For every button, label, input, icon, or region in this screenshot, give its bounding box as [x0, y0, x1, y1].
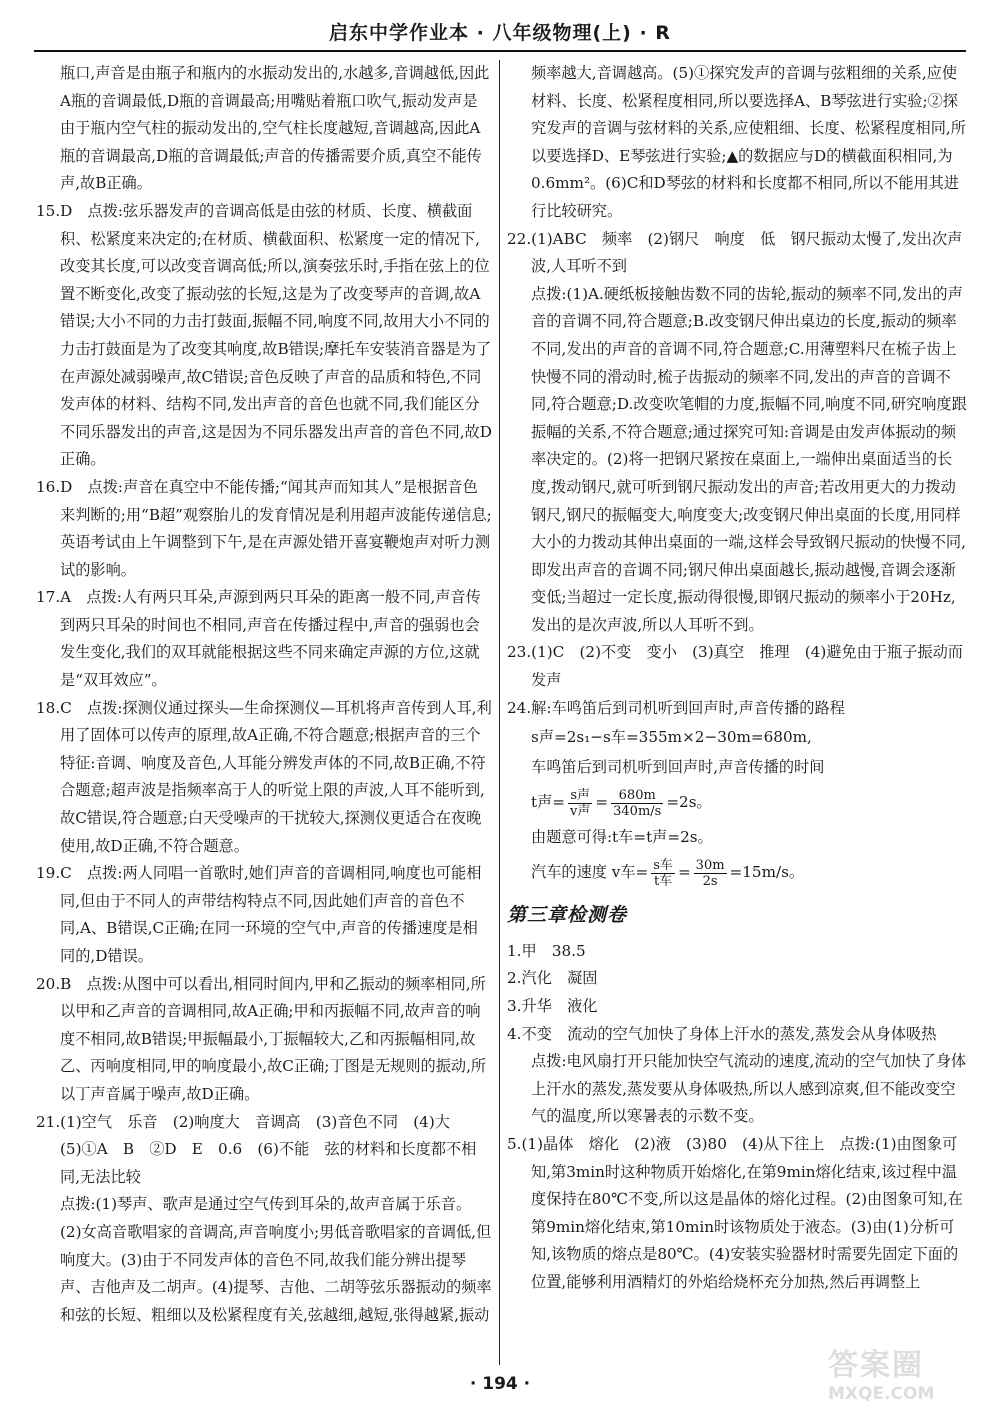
- answer-22: 22.(1)ABC 频率 (2)钢尺 响度 低 钢尺振动太慢了,发出次声波,人耳听不到: [507, 229, 963, 276]
- formula-distance: s声=2s₁−s车=355m×2−30m=680m,: [531, 728, 812, 747]
- column-divider: [499, 60, 500, 1365]
- test-answer-2: 2.汽化 凝固: [507, 969, 598, 988]
- page-number: · 194 ·: [469, 1374, 531, 1394]
- left-column: [36, 60, 492, 1329]
- answer-20: 20.B 点拨:从图中可以看出,相同时间内,甲和乙振动的频率相同,所以甲和乙声音的音调相同,故A正确;甲和丙振幅不同,故声音的响度不相同,故B错误;甲振幅最小,丁振幅较大,乙和丙振幅相同,故乙、丙响度相同,甲的响度最小,故C正确;丁图是无规则的振动,所以丁声音属于噪声,故D正确。: [36, 974, 487, 1103]
- answer-14-continued: 瓶口,声音是由瓶子和瓶内的水振动发出的,水越多,音调越低,因此A瓶的音调最低,D瓶的音调最高;用嘴贴着瓶口吹气,振动发声是由于瓶内空气柱的振动发出的,空气柱长度越短,音调越高,因此A瓶的音调最高,D瓶的音调最低;声音的传播需要介质,真空不能传声,故B正确。: [60, 64, 490, 193]
- answer-21-note: 点拨:(1)琴声、歌声是通过空气传到耳朵的,故声音属于乐音。(2)女高音歌唱家的音调高,声音响度小;男低音歌唱家的音调低,但响度大。(3)由于不同发声体的音色不同,故我们能分辨出提琴声、吉他声及二胡声。(4)提琴、吉他、二胡等弦乐器振动的频率和弦的长短、粗细以及松紧程度有关,弦越细,越短,张得越紧,振动: [60, 1195, 492, 1324]
- test-answer-5: 5.(1)晶体 熔化 (2)液 (3)80 (4)从下往上 点拨:(1)由图象可知,第3min时这种物质开始熔化,在第9min熔化结束,该过程中温度保持在80℃不变,所以这是晶体的熔化过程。(2)由图象可知,在第9min熔化结束,第10min时该物质处于液态。(3)由(1)分析可知,该物质的熔点是80℃。(4)安装实验器材时需要先固定下面的位置,能够利用酒精灯的外焰给烧杯充分加热,然后再调整上: [507, 1135, 963, 1291]
- fraction-speed-symbolic: $\frac{\text{s车}}{\text{t车}}$: [653, 857, 673, 889]
- answer-24: 24.解:车鸣笛后到司机听到回声时,声音传播的路程: [507, 698, 845, 717]
- answer-16: 16.D 点拨:声音在真空中不能传播;“闻其声而知其人”是根据音色来判断的;用“B超”观察胎儿的发育情况是利用超声波能传递信息;英语考试由上午调整到下午,是在声源处错开喜宴鞭炮声对听力测试的影响。: [36, 477, 492, 579]
- formula-text: 车鸣笛后到司机听到回声时,声音传播的时间: [531, 758, 825, 777]
- answer-19: 19.C 点拨:两人同唱一首歌时,她们声音的音调相同,响度也可能相同,但由于不同人的声带结构特点不同,因此她们声音的音色不同,A、B错误,C正确;在同一环境的空气中,声音的传播速度是相同的,D错误。: [36, 864, 482, 965]
- formula-equal-time: 由题意可得:t车=t声=2s。: [531, 828, 713, 847]
- answer-17: 17.A 点拨:人有两只耳朵,声源到两只耳朵的距离一般不同,声音传到两只耳朵的时间也不相同,声音在传播过程中,声音的强弱也会发生变化,我们的双耳就能根据这些不同来确定声源的方位,这就是“双耳效应”。: [36, 588, 481, 690]
- fraction-time-values: $\frac{680m}{340m/s}$: [613, 787, 662, 819]
- formula-speed: 汽车的速度 v车= $\frac{\text{s车}}{\text{t车}}$ = $\frac{30m}{2s}$ =15m/s。: [531, 857, 805, 889]
- test-answer-3: 3.升华 液化: [507, 997, 598, 1016]
- answer-21: 21.(1)空气 乐音 (2)响度大 音调高 (3)音色不同 (4)大 (5)①A B ②D E 0.6 (6)不能 弦的材料和长度都不相同,无法比较: [36, 1112, 477, 1186]
- header-rule: [34, 50, 966, 52]
- fraction-time-symbolic: $\frac{\text{s声}}{\text{v声}}$: [570, 787, 591, 819]
- answer-23: 23.(1)C (2)不变 变小 (3)真空 推理 (4)避免由于瓶子振动而发声: [507, 643, 963, 690]
- answer-18: 18.C 点拨:探测仪通过探头—生命探测仪—耳机将声音传到人耳,利用了固体可以传声的原理,故A正确,不符合题意;根据声音的三个特征:音调、响度及音色,人耳能分辨发声体的不同,故B正确,不符合题意;超声波是指频率高于人的听觉上限的声波,人耳不能听到,故C错误,符合题意;白天受噪声的干扰较大,探测仪更适合在夜晚使用,故D正确,不符合题意。: [36, 698, 492, 855]
- answer-15: 15.D 点拨:弦乐器发声的音调高低是由弦的材质、长度、横截面积、松紧度来决定的;在材质、横截面积、松紧度一定的情况下,改变其长度,可以改变音调高低;所以,演奏弦乐时,手指在弦上的位置不断变化,改变了振动弦的长短,这是为了改变琴声的音调,故A错误;大小不同的力击打鼓面,振幅不同,响度不同,故用大小不同的力击打鼓面是为了改变其响度,故B错误;摩托车安装消音器是为了在声源处减弱噪声,故C错误;音色反映了声音的品质和特色,不同发声体的材料、结构不同,发出声音的音色也就不同,我们能区分不同乐器发出的声音,这是因为不同乐器发出声音的音色不同,故D正确。: [36, 201, 492, 469]
- answer-21-continued: 频率越大,音调越高。(5)①探究发声的音调与弦粗细的关系,应使材料、长度、松紧程度相同,所以要选择A、B琴弦进行实验;②探究发声的音调与弦材料的关系,应使粗细、长度、松紧程度相同,所以要选择D、E琴弦进行实验;▲的数据应与D的横截面积相同,为0.6mm²。(6)C和D琴弦的材料和长度都不相同,所以不能用其进行比较研究。: [531, 64, 966, 220]
- fraction-speed-values: $\frac{30m}{2s}$: [695, 857, 725, 889]
- watermark-top: 答案圈: [828, 1348, 924, 1383]
- watermark-bottom: MXQE.COM: [828, 1384, 935, 1404]
- test-answer-1: 1.甲 38.5: [507, 941, 586, 960]
- test-answer-4-note: 点拨:电风扇打开只能加快空气流动的速度,流动的空气加快了身体上汗水的蒸发,蒸发要从身体吸热,所以人感到凉爽,但不能改变空气的温度,所以寒暑表的示数不变。: [531, 1052, 967, 1126]
- section-title: 第三章检测卷: [507, 904, 628, 927]
- page-header: [0, 18, 1000, 45]
- watermark-logo: [828, 1340, 978, 1404]
- right-column: [507, 60, 967, 1297]
- test-answer-4: 4.不变 流动的空气加快了身体上汗水的蒸发,蒸发会从身体吸热: [507, 1024, 937, 1043]
- answer-22-note: 点拨:(1)A.硬纸板接触齿数不同的齿轮,振动的频率不同,发出的声音的音调不同,符合题意;B.改变钢尺伸出桌边的长度,振动的频率不同,发出的声音的音调不同,符合题意;C.用薄塑料尺在梳子齿上快慢不同的滑动时,梳子齿振动的频率不同,发出的声音的音调不同,符合题意;D.改变吹笔帽的力度,振幅不同,响度不同,研究响度跟振幅的关系,不符合题意;通过探究可知:音调是由发声体振动的频率决定的。(2)将一把钢尺紧按在桌面上,一端伸出桌面适当的长度,拨动钢尺,就可听到钢尺振动发出的声音;若改用更大的力拨动钢尺,钢尺的振幅变大,响度变大;改变钢尺伸出桌面的长度,用同样大小的力拨动其伸出桌面的一端,这样会导致钢尺振动的快慢不同,即发出声音的音调不同;钢尺伸出桌面越长,振动越慢,音调会逐渐变低;当超过一定长度,振动得很慢,即钢尺振动的频率小于20Hz,发出的是次声波,所以人耳听不到。: [531, 284, 967, 634]
- header-title: 启东中学作业本 · 八年级物理(上) · R: [329, 22, 671, 44]
- formula-time: t声= $\frac{\text{s声}}{\text{v声}}$ = $\frac{680m}{340m/s}$ =2s。: [531, 787, 712, 819]
